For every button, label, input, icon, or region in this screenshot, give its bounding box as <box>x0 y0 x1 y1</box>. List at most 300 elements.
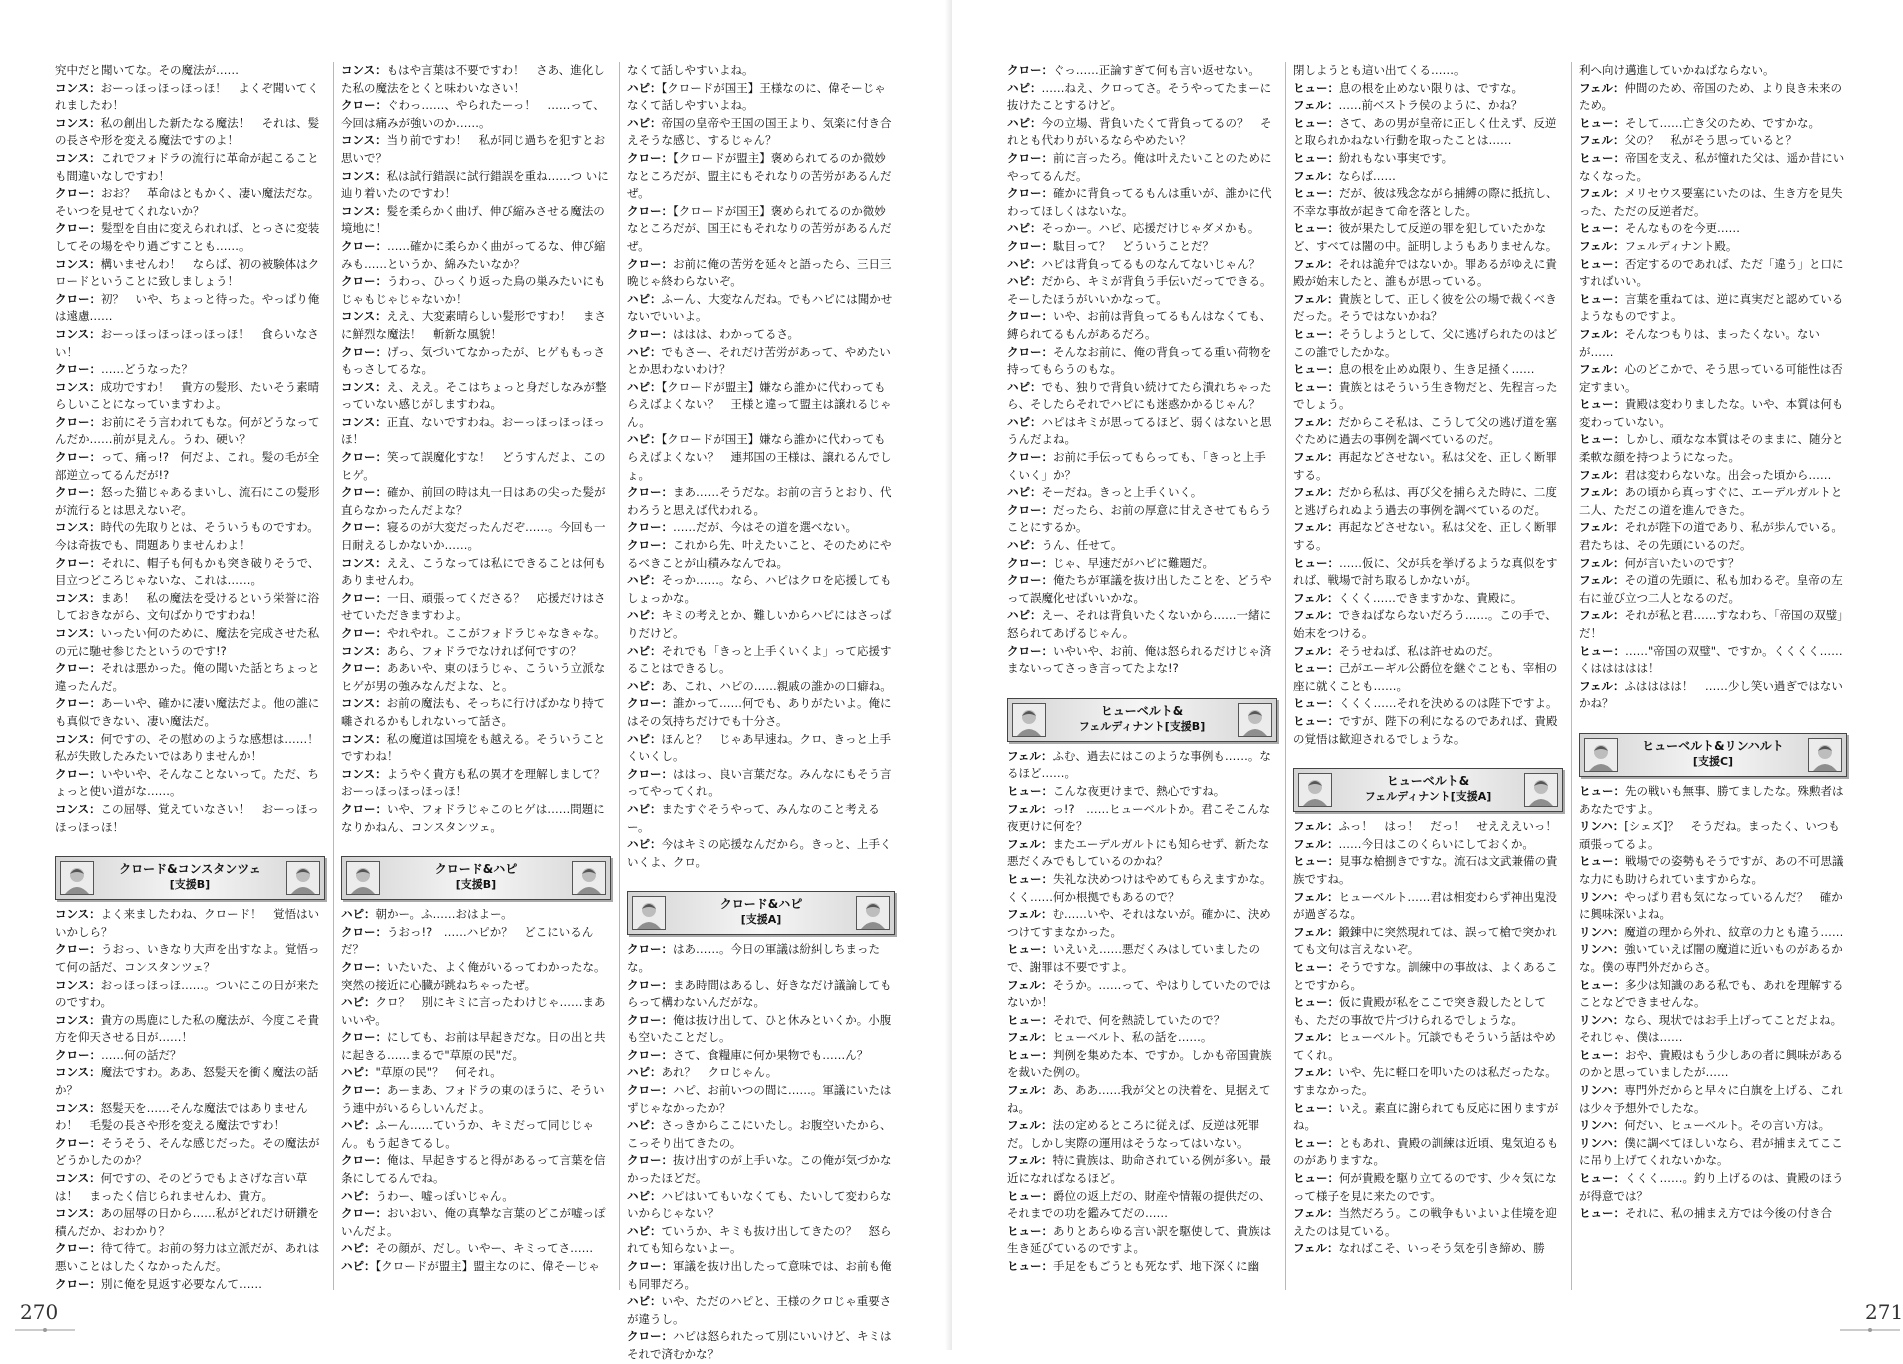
speaker-name: ヒュー <box>1579 977 1614 992</box>
dialogue-text: それでも「きっと上手くいくよ」って応援することはできるし。 <box>627 643 892 676</box>
dialogue-text: 父の？ 私がそう思っていると？ <box>1624 133 1797 148</box>
support-header <box>1007 698 1277 742</box>
dialogue-line <box>1579 853 1847 888</box>
speaker-separator: ： <box>1612 485 1625 500</box>
speaker-name: ヒュー <box>1293 696 1328 711</box>
dialogue-text: だから私は、再び父を捕らえた時に、二度と逃げられぬよう過去の事例を調べているのだ。 <box>1293 485 1557 517</box>
character-portrait-icon <box>1239 704 1271 736</box>
dialogue-line <box>341 203 611 238</box>
dialogue-line <box>55 801 325 836</box>
dialogue-line <box>1579 941 1847 976</box>
dialogue-text: ……ねえ、クロってさ。そうやってたまーに抜けたことするけど。 <box>1007 80 1272 113</box>
speaker-name: ヒュー <box>1293 150 1328 165</box>
dialogue-text: 初？ いや、ちょっと待った。やっぱり俺は遠慮…… <box>55 291 320 324</box>
speaker-name: コンス <box>341 168 376 183</box>
speaker-separator: ： <box>1327 959 1339 974</box>
dialogue-line <box>1293 361 1563 379</box>
speaker-name: フェル <box>1579 678 1613 693</box>
dialogue-line <box>1293 115 1563 150</box>
support-title-line2: [支援C] <box>1692 754 1734 768</box>
speaker-separator: ： <box>375 924 387 939</box>
speaker-separator: ： <box>375 98 387 113</box>
dialogue-line <box>55 62 325 80</box>
dialogue-line <box>1007 379 1277 414</box>
speaker-separator: ： <box>1030 274 1042 289</box>
speaker-separator: ： <box>1041 1223 1053 1238</box>
dialogue-line <box>1007 1029 1277 1047</box>
dialogue-text: 時代の先取りとは、そういうものですわ。今は奇抜でも、問題ありませんわよ！ <box>55 520 319 553</box>
speaker-separator: ： <box>650 115 662 130</box>
speaker-separator: ： <box>1030 115 1042 130</box>
dialogue-line <box>55 361 325 379</box>
speaker-separator: ： <box>364 1188 376 1203</box>
dialogue-text: 閉しようとも這い出てくる……。 <box>1293 63 1466 77</box>
dialogue-line <box>341 484 611 519</box>
speaker-separator: ： <box>1030 379 1042 394</box>
speaker-name: リンハ <box>1579 1135 1613 1150</box>
character-portrait-icon <box>1585 739 1617 771</box>
speaker-name: ハピ <box>1007 608 1030 623</box>
dialogue-line <box>1293 713 1563 748</box>
speaker-separator: ： <box>375 555 387 570</box>
dialogue-text: 息の根を止めぬ限り、生き足掻く…… <box>1339 362 1535 377</box>
speaker-name: ハピ <box>627 344 650 359</box>
speaker-separator: ： <box>1326 819 1339 834</box>
speaker-name: クロー <box>341 590 376 605</box>
dialogue-line <box>1293 449 1563 484</box>
speaker-name: ハピ <box>341 1259 364 1273</box>
dialogue-text: もはや言葉は不要ですわ！ さあ、進化した私の魔法をとくと味わいなさい！ <box>341 63 605 95</box>
speaker-separator: ： <box>661 1083 673 1098</box>
speaker-separator: ： <box>1327 326 1339 341</box>
dialogue-line <box>1007 1117 1277 1152</box>
dialogue-line <box>1293 555 1563 590</box>
dialogue-line <box>1579 256 1847 291</box>
dialogue-text: あーまあ、フォドラの東のほうに、そういう連中がいるらしいんだよ。 <box>341 1083 605 1115</box>
dialogue-line <box>1579 1012 1847 1047</box>
speaker-separator: ： <box>1612 1135 1625 1150</box>
speaker-name: フェル <box>1293 889 1327 904</box>
dialogue-line <box>1579 977 1847 1012</box>
speaker-separator: ： <box>1327 80 1339 95</box>
support-title-line2: [支援B] <box>169 878 211 892</box>
speaker-name: ハピ <box>1007 221 1030 236</box>
dialogue-text: あ、これ、ハピの……親戚の誰かの口癖ね。 <box>661 678 892 693</box>
speaker-name: フェル <box>1293 643 1327 658</box>
dialogue-text: あ、ああ……我が父との決着を、見据えてね。 <box>1007 1083 1271 1115</box>
speaker-separator: ： <box>89 450 101 465</box>
speaker-separator: ： <box>1613 1047 1625 1062</box>
dialogue-line <box>627 1223 895 1258</box>
character-portrait-icon <box>1809 739 1841 771</box>
speaker-name: コンス <box>55 590 90 605</box>
dialogue-text: 貴方の馬鹿にした私の魔法が、今度こそ貴方を仰天させる日が……！ <box>55 1012 320 1045</box>
dialogue-line <box>627 607 895 642</box>
speaker-name: ヒュー <box>1293 80 1328 95</box>
speaker-name: ハピ <box>627 80 650 95</box>
speaker-separator: ： <box>1612 889 1625 904</box>
dialogue-text: だったら、お前の厚意に甘えさせてもらうことにするか。 <box>1007 502 1272 535</box>
support-title <box>386 862 566 892</box>
dialogue-line <box>627 326 895 344</box>
speaker-name: コンス <box>341 379 376 394</box>
dialogue-text: ……何の話だ？ <box>101 1047 182 1062</box>
dialogue-text: 髪を柔らかく曲げ、伸び縮みさせる魔法の境地に！ <box>341 203 605 236</box>
speaker-separator: ： <box>375 520 387 535</box>
speaker-name: クロー <box>1007 555 1042 570</box>
speaker-name: フェル <box>1293 1030 1327 1045</box>
speaker-name: ハピ <box>627 1294 650 1309</box>
speaker-separator: ： <box>1613 1206 1625 1221</box>
dialogue-text: 己がエーギル公爵位を継ぐことも、宰相の座に就くことも……。 <box>1293 661 1558 693</box>
dialogue-line <box>1579 115 1847 133</box>
speaker-name: リンハ <box>1579 942 1613 957</box>
dialogue-text: その顔が、だし。いやー、キミってさ…… <box>375 1241 594 1256</box>
portrait-right <box>1524 773 1558 807</box>
speaker-name: コンス <box>55 1100 90 1115</box>
speaker-separator: ： <box>375 238 387 253</box>
speaker-separator: ： <box>1613 977 1625 992</box>
dialogue-text: いや、お前は背負ってるもんはなくても、縛られてるもんがあるだろ。 <box>1007 309 1272 341</box>
speaker-separator: ： <box>1612 819 1625 834</box>
speaker-name: クロー <box>55 221 90 236</box>
dialogue-line <box>341 1205 611 1240</box>
speaker-separator: ： <box>1030 608 1042 623</box>
speaker-name: ヒュー <box>1579 291 1614 306</box>
dialogue-text: 【クロードが国王】王様なのに、偉そーじゃなくて話しやすいよね。 <box>627 80 886 113</box>
dialogue-line <box>1007 449 1277 484</box>
speaker-separator: ： <box>1041 1259 1053 1273</box>
dialogue-line <box>1579 326 1847 361</box>
dialogue-line <box>1293 150 1563 168</box>
dialogue-text: こんな夜更けまで、熱心ですね。 <box>1053 783 1226 798</box>
character-portrait-icon <box>1525 774 1557 806</box>
dialogue-text: さて、食糧庫に何か果物でも……ん？ <box>673 1047 869 1062</box>
dialogue-line <box>1579 519 1847 554</box>
speaker-name: ヒュー <box>1293 221 1328 236</box>
dialogue-text: キミの考えとか、難しいからハピにはさっぱりだけど。 <box>627 608 892 640</box>
dialogue-text: あれ？ クロじゃん。 <box>661 1065 778 1080</box>
speaker-name: クロー <box>55 1047 90 1062</box>
speaker-separator: ： <box>1040 1083 1053 1098</box>
dialogue-line <box>1579 238 1847 256</box>
dialogue-line <box>1293 660 1563 695</box>
dialogue-text: 今の立場、背負いたくて背負ってるの？ それとも代わりがいるならやめたい？ <box>1007 115 1272 148</box>
dialogue-text: いたいた、よく俺がいるってわかったな。突然の接近に心臓が跳ねちゃったぜ。 <box>341 959 606 992</box>
dialogue-line <box>341 924 611 959</box>
character-portrait-icon <box>347 862 379 894</box>
dialogue-text: 何が言いたいのです？ <box>1624 555 1740 570</box>
dialogue-line <box>1293 889 1563 924</box>
dialogue-line <box>341 1258 611 1276</box>
dialogue-line <box>55 590 325 625</box>
speaker-name: クロー <box>627 1012 662 1027</box>
dialogue-line <box>1007 344 1277 379</box>
dialogue-text: 別に俺を見返す必要なんて…… <box>101 1276 262 1291</box>
dialogue-line <box>55 256 325 291</box>
dialogue-line <box>1293 1205 1563 1240</box>
dialogue-text: ですが、陛下の利になるのであれば、貴殿の覚悟は歓迎されるでしょうな。 <box>1293 713 1558 746</box>
dialogue-line <box>55 1276 325 1294</box>
dialogue-text: なればこそ、いっそう気を引き締め、勝 <box>1338 1241 1545 1256</box>
speaker-separator: ： <box>1326 256 1339 271</box>
speaker-name: フェル <box>1579 467 1613 482</box>
dialogue-text: ああいや、東のほうじゃ、こういう立派なヒゲが男の強みなんだよな、と。 <box>341 661 606 693</box>
speaker-name: ハピ <box>627 115 650 130</box>
dialogue-line <box>1007 941 1277 976</box>
dialogue-text: それに、帽子も何もかも突き破りそうで、目立つどころじゃないな、これは……。 <box>55 555 320 588</box>
speaker-name: リンハ <box>1579 1118 1613 1133</box>
dialogue-text: いや、ただのハピと、王様のクロじゃ重要さが違うし。 <box>627 1294 892 1326</box>
support-title-line1: クロード&ハピ <box>719 897 803 912</box>
dialogue-text: ……確かに柔らかく曲がってるな、伸び縮みも……というか、綿みたいなか？ <box>341 238 606 271</box>
speaker-name: ヒュー <box>1007 1047 1042 1062</box>
dialogue-text: ヒューベルト、私の話を……。 <box>1052 1030 1213 1045</box>
speaker-name: フェル <box>1579 238 1613 253</box>
dialogue-line <box>55 1012 325 1047</box>
speaker-name: フェル <box>1579 555 1613 570</box>
dialogue-text: ええ、こうなっては私にできることは何もありませんわ。 <box>341 555 606 588</box>
speaker-name: ハピ <box>1007 115 1030 130</box>
speaker-name: コンス <box>55 1012 90 1027</box>
dialogue-text: それは悪かった。俺の聞いた話とちょっと違ったんだ。 <box>55 661 320 693</box>
dialogue-line <box>627 344 895 379</box>
dialogue-line <box>627 941 895 976</box>
dialogue-line <box>627 1152 895 1187</box>
speaker-separator: ： <box>1041 555 1053 570</box>
dialogue-line <box>55 115 325 150</box>
dialogue-line <box>55 766 325 801</box>
speaker-separator: ： <box>1613 150 1625 165</box>
speaker-separator: ： <box>364 1065 376 1080</box>
speaker-separator: ： <box>375 133 387 148</box>
dialogue-text: 成功ですわ！ 貴方の髪形、たいそう素晴らしいことになっていますわよ。 <box>55 379 320 412</box>
dialogue-line <box>1007 871 1277 906</box>
dialogue-line <box>341 519 611 554</box>
speaker-separator: ： <box>1041 942 1053 957</box>
speaker-name: リンハ <box>1579 1012 1613 1027</box>
dialogue-text: っ!? ……ヒューベルトか。君こそこんな夜更けに何を？ <box>1007 801 1271 834</box>
speaker-name: クロー <box>627 485 662 500</box>
speaker-separator: ： <box>1030 80 1042 95</box>
speaker-name: ハピ <box>341 1065 364 1080</box>
dialogue-line <box>627 1047 895 1065</box>
speaker-separator: ： <box>650 1118 662 1133</box>
dialogue-text: ハピは怒られたって別にいいけど、キミはそれで済むかな？ <box>627 1329 892 1361</box>
speaker-name: コンス <box>341 643 376 658</box>
speaker-separator: ： <box>1041 783 1053 798</box>
dialogue-line <box>1579 555 1847 573</box>
support-title-line1: クロード&ハピ <box>434 862 518 877</box>
dialogue-line <box>55 519 325 554</box>
speaker-name: コンス <box>341 203 376 218</box>
speaker-name: クロー <box>55 485 90 500</box>
speaker-name: ハピ <box>1007 379 1030 394</box>
speaker-separator: ： <box>1612 1012 1625 1027</box>
right-page <box>952 0 1903 1350</box>
speaker-name: ハピ <box>1007 80 1030 95</box>
support-title-line2: [支援B] <box>455 878 497 892</box>
dialogue-text: おや、貴殿はもう少しあの者に興味があるのかと思っていましたが…… <box>1579 1047 1844 1080</box>
speaker-separator: ： <box>1030 538 1042 553</box>
speaker-separator: ： <box>650 291 662 306</box>
dialogue-line <box>627 678 895 696</box>
speaker-name: クロー <box>341 1083 376 1098</box>
dialogue-line <box>1293 1064 1563 1099</box>
speaker-name: コンス <box>55 1171 90 1186</box>
dialogue-text: やっぱり君も気になっているんだ？ 確かに興味深いよね。 <box>1579 889 1843 922</box>
speaker-separator: ： <box>89 256 101 271</box>
speaker-name: クロー <box>627 766 662 781</box>
character-portrait-icon <box>633 897 665 929</box>
dialogue-line <box>1007 783 1277 801</box>
dialogue-line <box>627 115 895 150</box>
speaker-name: コンス <box>341 309 376 324</box>
dialogue-text: そうしようとして、父に逃げられたのはどこの誰でしたかな。 <box>1293 326 1558 359</box>
dialogue-line <box>1007 414 1277 449</box>
support-header <box>55 856 325 900</box>
dialogue-text: 鍛錬中に突然現れては、誤って槍で突かれても文句は言えないぞ。 <box>1293 924 1557 957</box>
speaker-name: コンス <box>55 731 90 746</box>
dialogue-text: だから、キミが背負う手伝いだってできる。そーしたほうがいいかなって。 <box>1007 274 1272 306</box>
right-column-2 <box>1293 62 1572 1290</box>
speaker-name: フェル <box>1579 608 1613 623</box>
dialogue-text: 貴族として、正しく彼を公の場で裁くべきだった。そうではないかね？ <box>1293 291 1557 324</box>
page-ornament-left <box>15 1328 75 1332</box>
dialogue-line <box>1293 185 1563 220</box>
dialogue-line <box>627 836 895 871</box>
dialogue-text: またすぐそうやって、みんなのこと考えるー。 <box>627 801 880 834</box>
speaker-separator: ： <box>375 731 387 746</box>
dialogue-line <box>55 1047 325 1065</box>
speaker-name: コンス <box>55 150 90 165</box>
dialogue-text: ははは、わかってるさ。 <box>673 326 800 341</box>
dialogue-text: クロ？ 別にキミに言ったわけじゃ……まあいいや。 <box>341 995 606 1027</box>
dialogue-line <box>55 941 325 976</box>
dialogue-text: あの頃から真っすぐに、エーデルガルトと二人、ただこの道を進んできた。 <box>1579 485 1843 517</box>
dialogue-line <box>341 906 611 924</box>
dialogue-line <box>1579 889 1847 924</box>
speaker-name: ヒュー <box>1579 854 1614 869</box>
dialogue-line <box>341 555 611 590</box>
speaker-separator: ： <box>1326 836 1339 851</box>
speaker-separator: ： <box>1326 414 1339 429</box>
dialogue-line <box>1007 537 1277 555</box>
dialogue-text: いえいえ……悪だくみはしていましたので、謝罪は不要ですよ。 <box>1007 942 1260 974</box>
dialogue-text: ……どうなった？ <box>101 362 193 377</box>
speaker-name: クロー <box>55 661 90 676</box>
dialogue-text: 心のどこかで、そう思っている可能性は否定すまい。 <box>1579 362 1843 394</box>
speaker-separator: ： <box>650 1065 662 1080</box>
speaker-name: クロー <box>627 1329 662 1344</box>
support-title <box>1338 774 1518 804</box>
speaker-separator: ： <box>375 379 387 394</box>
speaker-separator: ： <box>89 661 101 676</box>
dialogue-line <box>1007 502 1277 537</box>
dialogue-line <box>55 414 325 449</box>
dialogue-text: 何だい、ヒューベルト。その言い方は。 <box>1624 1118 1831 1133</box>
dialogue-text: しかし、頑なな本質はそのままに、随分と柔軟な顔を持つようになった。 <box>1579 432 1844 465</box>
dialogue-text: 駄目って？ どういうことだ？ <box>1053 238 1214 253</box>
dialogue-line <box>1007 801 1277 836</box>
dialogue-line <box>1579 818 1847 853</box>
speaker-separator: ： <box>89 977 101 992</box>
speaker-name: フェル <box>1293 520 1327 535</box>
dialogue-text: 確か、前回の時は丸一日はあの尖った髪が直らなかったんだよな？ <box>341 485 606 517</box>
dialogue-text: まあ……そうだな。お前の言うとおり、代わろうと思えば代われる。 <box>627 485 892 517</box>
speaker-separator: ： <box>375 1030 387 1045</box>
dialogue-line <box>1293 1240 1563 1258</box>
dialogue-text: うおっ!? ……ハピか？ どこにいるんだ？ <box>341 924 594 957</box>
dialogue-text: 待て待て。お前の努力は立派だが、あれは悪いことはしたくなかったんだ。 <box>55 1241 320 1273</box>
speaker-separator: ： <box>1327 555 1339 570</box>
dialogue-text: 私は試行錯誤に試行錯誤を重ね……つ いに辿り着いたのですわ！ <box>341 168 609 201</box>
speaker-separator: ： <box>375 1206 387 1221</box>
speaker-name: フェル <box>1293 256 1327 271</box>
speaker-name: コンス <box>55 326 90 341</box>
speaker-name: フェル <box>1293 819 1327 834</box>
dialogue-text: それで、何を熱読していたので？ <box>1053 1012 1226 1027</box>
speaker-separator: ： <box>1030 414 1042 429</box>
speaker-name: フェル <box>1007 748 1041 763</box>
speaker-name: フェル <box>1293 590 1327 605</box>
dialogue-line <box>55 977 325 1012</box>
speaker-separator: ： <box>661 256 673 271</box>
speaker-name: ハピ <box>627 643 650 658</box>
dialogue-line <box>627 1064 895 1082</box>
dialogue-line <box>627 431 895 484</box>
speaker-separator: ： <box>1613 291 1625 306</box>
dialogue-line <box>341 625 611 643</box>
dialogue-text: 確かに背負ってるもんは重いが、誰かに代わってほしくはないな。 <box>1007 186 1272 218</box>
dialogue-text: そうそう、そんな感じだった。その魔法がどうかしたのか？ <box>55 1135 320 1168</box>
speaker-separator: ： <box>1613 115 1625 130</box>
speaker-separator: ： <box>364 907 376 922</box>
dialogue-text: ハピはキミが思ってるほど、弱くはないと思うんだよね。 <box>1007 414 1272 447</box>
speaker-separator: ： <box>1326 924 1339 939</box>
speaker-separator: ： <box>661 538 673 553</box>
dialogue-text: 一日、頑張ってくださる？ 応援だけはさせていただきますわよ。 <box>341 590 606 623</box>
speaker-separator: ： <box>1327 995 1339 1010</box>
dialogue-text: ふーん、大変なんだね。でもハピには聞かせないでいいよ。 <box>627 291 893 324</box>
speaker-name: ヒュー <box>1007 1259 1042 1273</box>
portrait-right <box>856 896 890 930</box>
speaker-separator: ： <box>1327 362 1339 377</box>
speaker-separator: ： <box>1041 1047 1053 1062</box>
dialogue-line <box>1579 80 1847 115</box>
speaker-separator: ： <box>1612 942 1625 957</box>
dialogue-line <box>55 695 325 730</box>
support-title <box>1052 704 1232 734</box>
speaker-separator: ： <box>89 186 101 201</box>
speaker-name: ヒュー <box>1293 854 1328 869</box>
dialogue-text: ヒューベルト……君は相変わらず神出鬼没が過ぎるな。 <box>1293 889 1557 922</box>
dialogue-text: 魔法ですわ。ああ、怒髪天を衝く魔法の話か？ <box>55 1065 319 1098</box>
speaker-separator: ： <box>1612 238 1625 253</box>
dialogue-line <box>1007 273 1277 308</box>
dialogue-line <box>627 519 895 537</box>
dialogue-text: この屈辱、覚えていなさい！ おーっほっほっほっほ！ <box>55 801 319 834</box>
dialogue-line <box>341 1064 611 1082</box>
speaker-name: ヒュー <box>1293 995 1328 1010</box>
speaker-separator: ： <box>1041 344 1053 359</box>
dialogue-line <box>341 379 611 414</box>
dialogue-line <box>341 801 611 836</box>
dialogue-text: さて、あの男が皇帝に正しく仕えず、反逆と取られかねない行動を取ったことは…… <box>1293 115 1557 148</box>
dialogue-line <box>1007 484 1277 502</box>
dialogue-line <box>1007 62 1277 80</box>
speaker-name: コンス <box>341 555 376 570</box>
